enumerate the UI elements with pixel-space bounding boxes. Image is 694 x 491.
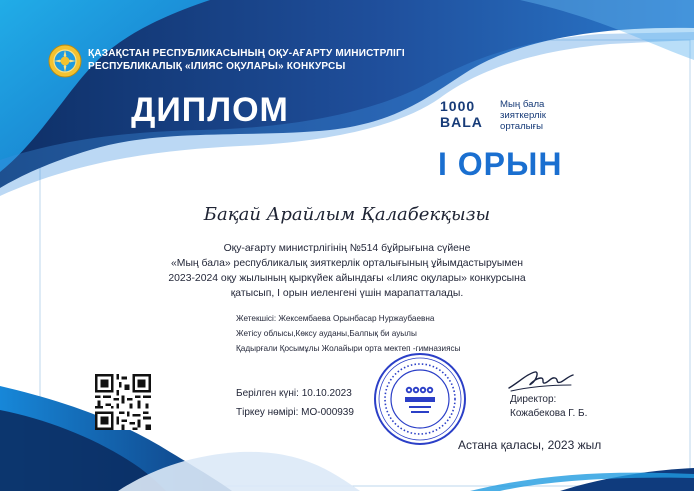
ministry-line-1: ҚАЗАҚСТАН РЕСПУБЛИКАСЫНЫҢ ОҚУ-АҒАРТУ МИНИСТРЛІГІ <box>88 48 405 59</box>
round-seal-stamp <box>373 352 467 446</box>
award-text <box>0 241 694 301</box>
brand-name-line-3: орталығы <box>500 121 543 132</box>
brand-mark <box>440 98 496 134</box>
qr-code-icon <box>95 374 151 430</box>
brand-mark-bottom: BALA <box>440 114 483 130</box>
region-line: Жетісу облысы,Көксу ауданы,Балпық би ауылы <box>236 329 417 338</box>
director-title: Директор: <box>510 394 557 405</box>
brand-name <box>500 99 546 132</box>
supervisor-line: Жетекшісі: Жексембаева Орынбасар Нуржаубаевна <box>236 314 435 323</box>
ministry-line-2: РЕСПУБЛИКАЛЫҚ «ІЛИЯС ОҚУЛАРЫ» КОНКУРСЫ <box>88 61 346 72</box>
school-line: Қадырғали Қосымұлы Жолайыри орта мектеп -гимназиясы <box>236 344 461 353</box>
award-text-line: қатысып, І орын иеленгені үшін марапатталады. <box>230 288 464 299</box>
diploma-title: ДИПЛОМ <box>131 91 289 129</box>
brand-logo <box>440 98 560 134</box>
director-name: Кожабекова Г. Б. <box>510 408 588 419</box>
participant-details <box>236 311 461 356</box>
handwritten-signature <box>505 368 577 394</box>
award-text-line: «Мың бала» республикалық зияткерлік орталығының ұйымдастыруымен <box>171 258 523 269</box>
award-text-line: Оқу-ағарту министрлігінің №514 бұйрығына сүйене <box>223 243 471 254</box>
brand-name-line-2: зияткерлік <box>500 110 546 121</box>
awardee-name: Бақай Арайлым Қалабекқызы <box>203 204 491 225</box>
registration-number: Тіркеу нөмірі: МО-000939 <box>236 407 354 418</box>
issue-date: Берілген күні: 10.10.2023 <box>236 388 352 399</box>
place-heading: І ОРЫН <box>438 146 563 182</box>
award-text-line: 2023-2024 оқу жылының қыркүйек айындағы «Ілияс оқулары» конкурсына <box>168 273 526 284</box>
brand-mark-top: 1000 <box>440 98 476 114</box>
city-year: Астана қаласы, 2023 жыл <box>458 438 602 452</box>
brand-name-line-1: Мың бала <box>500 99 545 110</box>
kazakhstan-emblem-icon <box>48 44 82 78</box>
